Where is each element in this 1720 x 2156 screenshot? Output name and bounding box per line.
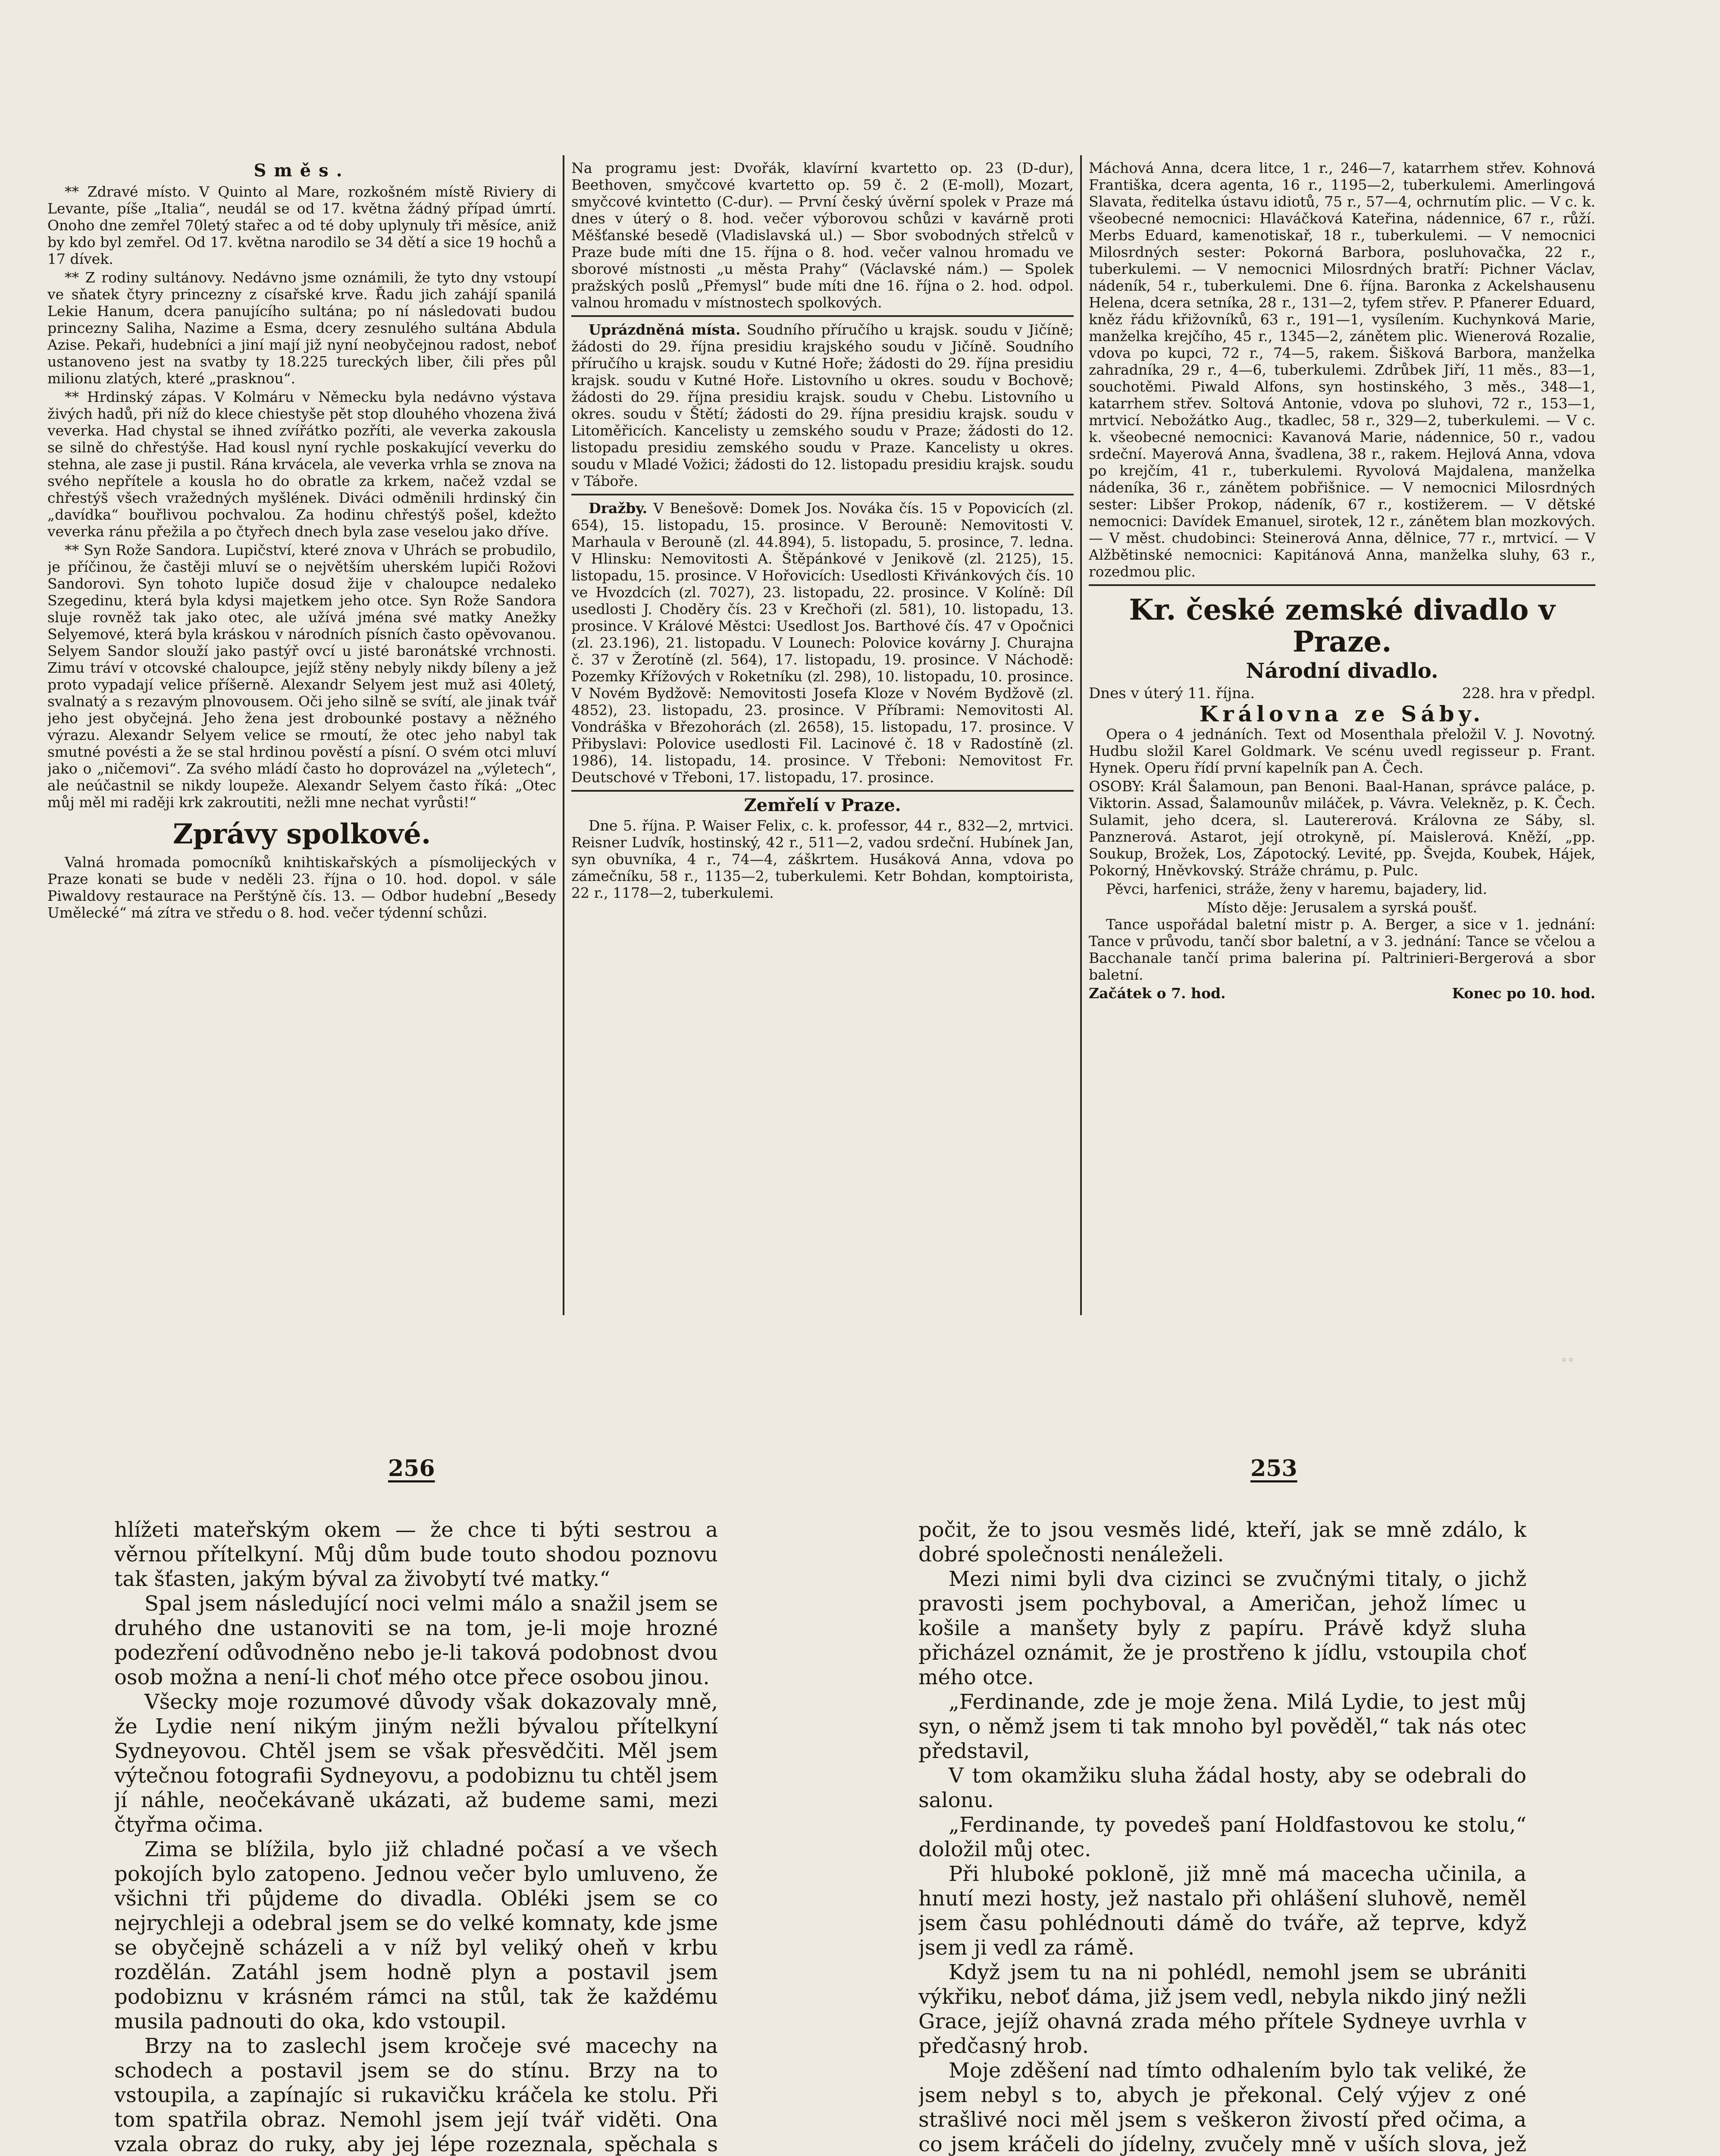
novel-paragraph: „Ferdinande, zde je moje žena. Milá Lydie, to jest můj syn, o němž jsem ti tak mnoho byl pověděl,“ tak nás otec představil,: [918, 1690, 1526, 1763]
heading-zemreli: Zemřelí v Praze.: [744, 795, 901, 815]
play-info: Opera o 4 jednáních. Text od Mosenthala přeložil V. J. Novotný. Hudbu složil Karel Goldmark. Ve scénu uvedl regisseur p. Frant. Hynek. Operu řídí první kapelník pan A. Čech.: [1089, 726, 1595, 776]
play-times: [1089, 985, 1595, 1002]
novel-page-left: [114, 1518, 718, 2156]
column-divider: [563, 155, 564, 1315]
news-item: ** Z rodiny sultánovy. Nedávno jsme oznámili, že tyto dny vstoupí ve sňatek čtyry princezny z císařské krve. Řadu jich zahájí spanilá Lekie Hanum, dcera panujícího sultána; po ní následovati budou princezny Saliha, Nazime a Esma, dcery zesnulého sultána Abdula Azise. Pekaři, hudebníci a jiní mají již nyní neobyčejnou radost, neboť ustanoveno jest na svatby ty 18.225 tureckých liber, čili přes půl milionu zlatých, které „prasknou“.: [47, 269, 556, 387]
column-divider: [1080, 155, 1082, 1315]
play-extras: Pěvci, harfenici, stráže, ženy v haremu, bajadery, lid.: [1106, 881, 1488, 897]
theatre-subtitle: Národní divadlo.: [1246, 659, 1438, 683]
novel-paragraph: Spal jsem následující noci velmi málo a snažil jsem se druhého dne ustanoviti se na tom, je-li moje hrozné podezření odůvodněno nebo je-li taková podobnost dvou osob možna a není-li choť mého otce přece osobou jinou.: [114, 1592, 718, 1689]
news-item: ** Syn Rože Sandora. Lupičství, které znova v Uhrách se probudilo, je příčinou, že častěji mluví se o největším uherském lupiči Rožovi Sandorovi. Syn tohoto lupiče dosud žije v chaloupce nedaleko Szegedinu, která byla kdysi majetkem jeho otce. Syn Rože Sandora sluje rovněž tak jako otec, ale užívá jména své matky Anežky Selyemové, která byla kráskou v národních písních často opěvovanou. Selyem Sandor slouží jako pastýř ovcí u jisté baronátské vrchnosti. Zimu tráví v otcovské chaloupce, jejíž stěny nebyly nikdy bíleny a jež proto vypadají velice příšerně. Alexandr Selyem jest muž asi 40letý, svalnatý a s rezavým plnovousem. Oči jeho silně se svítí, ale jinak tvář jeho jest obyčejná. Jeho žena jest drobounké postavy a něžného výrazu. Alexandr Selyem velice se rmoutí, že otec jeho nabyl tak smutné povésti a že se stal hrdinou pověstí a písní. O svém otci mluví jako o „ničemovi“. Za svého mládí často ho doprovázel na „výletech“, ale neúčastnil se nikdy loupeže. Alexandr Selyem často říká: „Otec můj měl mi raději krk zakroutiti, nežli mne nechat vyrůsti!“: [47, 542, 556, 811]
novel-paragraph: „Ferdinande, ty povedeš paní Holdfastovou ke stolu,“ doložil můj otec.: [918, 1813, 1526, 1861]
performance-date: Dnes v úterý 11. října.: [1089, 685, 1255, 702]
play-dances: Tance uspořádal baletní mistr p. A. Berger, a sice v 1. jednání: Tance v průvodu, tančí sbor baletní, a v 3. jednání: Tance se včelou a Bacchanale tančí prima balerina pí. Paltrinieri-Bergerová a sbor baletní.: [1089, 916, 1595, 983]
association-news-cont: Na programu jest: Dvořák, klavírní kvartetto op. 23 (D-dur), Beethoven, smyčcové kvartetto op. 59 č. 2 (E-moll), Mozart, smyčcové kvintetto (C-dur). — První český úvěrní spolek v Praze má dnes v úterý o 8. hod. večer výborovou schůzi v kavárně proti Měšťanské besedě (Vladislavská ul.) — Sbor svobodných střelců v Praze bude míti dne 15. října o 8. hod. večer valnou hromadu ve sborové místnosti „u města Prahy“ (Václavské nám.) — Spolek pražských poslů „Přemysl“ bude míti dne 16. října o 2. hod. odpol. valnou hromadu v místnostech spolkových.: [571, 160, 1074, 311]
novel-paragraph: Mezi nimi byli dva cizinci se zvučnými titaly, o jichž pravosti jsem pochyboval, a Američan, jehož límec u košile a manšety byly z papíru. Právě když sluha přicházel oznámit, že je prostřeno k jídlu, vstoupila choť mého otce.: [918, 1567, 1526, 1689]
section-title-smes: Směs.: [254, 160, 350, 181]
deaths-list: Dne 5. října. P. Waiser Felix, c. k. professor, 44 r., 832—2, mrtvici. Reisner Ludvík, hostinský, 42 r., 511—2, vadou srdeční. Hubínek Jan, syn obuvníka, 4 r., 74—4, záškrtem. Husáková Anna, vdova po zámečníku, 58 r., 1135—2, tuberkulemi. Ketr Bohdan, komptoirista, 22 r., 1178—2, tuberkulemi.: [571, 817, 1074, 901]
news-item: ** Zdravé místo. V Quinto al Mare, rozkošném místě Riviery di Levante, píše „Italia“, neudál se od 17. května žádný případ úmrtí. Onoho dne zemřel 70letý stařec a od té doby uplynuly tři měsíce, aniž by kdo byl zemřel. Od 17. května narodilo se 34 dětí a sice 19 hochů a 17 dívek.: [47, 183, 556, 267]
vacancies-label: Uprázdněná místa.: [589, 321, 741, 338]
novel-paragraph: V tom okamžiku sluha žádal hosty, aby se odebrali do salonu.: [918, 1764, 1526, 1812]
theatre-title: Kr. české zemské divadlo v Praze.: [1129, 593, 1555, 658]
column-smes: [47, 160, 556, 1315]
news-item: ** Hrdinský zápas. V Kolmáru v Německu byla nedávno výstava živých hadů, při níž do klece chiestyše pět stop dlouhého vhozena živá veverka. Had chystal se ihned zvířátko pozříti, ale veverka zakousla se silně do chřestýše. Had kousl nyní rychle poskakující veverku do stehna, ale zase ji pustil. Rána krvácela, ale veverka vrhla se znova na svého nepřítele a kousla ho do obratle za krkem, načež vzdal se chřestýš všech vražedných myšlének. Diváci odměnili hrdinský čin „davídka“ bouřlivou pochvalou. Za hodinu chřestýš pošel, kdežto veverka ránu přežila a po čtyřech dnech byla zase veselou jako dříve.: [47, 389, 556, 540]
novel-paragraph: hlížeti mateřským okem — že chce ti býti sestrou a věrnou přítelkyní. Můj dům bude touto shodou poznovu tak šťasten, jakým býval za živobytí tvé matky.“: [114, 1518, 718, 1591]
novel-paragraph: Všecky moje rozumové důvody však dokazovaly mně, že Lydie není nikým jiným nežli bývalou přítelkyní Sydneyovou. Chtěl jsem se však přesvědčiti. Měl jsem výtečnou fotografii Sydneyovu, a podobiznu tu chtěl jsem jí náhle, neočekávaně ukázati, až budeme sami, mezi čtyřma očima.: [114, 1690, 718, 1837]
page-number-right: 253: [1250, 1455, 1297, 1482]
column-deaths-theatre: [1089, 160, 1595, 1315]
heading-zpravy-spolkove: Zprávy spolkové.: [172, 818, 431, 850]
play-place: Místo děje: Jerusalem a syrská poušť.: [1207, 899, 1477, 916]
performance-info: [1089, 685, 1595, 702]
auctions-text: V Benešově: Domek Jos. Nováka čís. 15 v Popovicích (zl. 654), 15. listopadu, 15. prosince. V Berouně: Nemovitosti V. Marhaula v Berouně (zl. 44.894), 5. listopadu, 5. prosince, 7. ledna. V Hlinsku: Nemovitosti A. Štěpánkové v Jenikově (zl. 2125), 15. listopadu, 15. prosince. V Hořovicích: Usedlosti Křivánkových čís. 10 ve Hvozdcích (zl. 7027), 23. listopadu, 22. prosince. V Kolíně: Díl usedlosti J. Choděry čís. 23 v Krečhoři (zl. 581), 10. listopadu, 13. prosince. V Králové Městci: Usedlost Jos. Barthové čís. 47 v Opočnici (zl. 23.196), 21. listopadu. V Lounech: Polovice kovárny J. Churajna č. 37 v Žerotíně (zl. 564), 17. listopadu, 19. prosince. V Náchodě: Pozemky Křížových v Roketníku (zl. 298), 10. listopadu, 10. prosince. V Novém Bydžově: Nemovitosti Josefa Kloze v Novém Bydžově (zl. 4852), 23. listopadu, 23. prosince. V Příbrami: Nemovitosti Al. Vondráška v Březohorách (zl. 2658), 15. listopadu, 17. prosince. V Přibyslavi: Polovice usedlosti Fil. Lacinové č. 18 v Radostíně (zl. 1986), 14. listopadu, 14. prosince. V Třeboni: Nemovitost Fr. Deutschové v Třeboni, 17. listopadu, 17. prosince.: [571, 500, 1074, 786]
play-start: Začátek o 7. hod.: [1089, 985, 1226, 1002]
novel-paragraph: Moje zděšení nad tímto odhalením bylo tak veliké, že jsem nebyl s to, abych je překonal. Celý výjev z oné strašlivé noci měl jsem s veškeron živostí před očima, a co jsem kráčeli do jídelny, zvučely mně v uších slova, jež: [918, 2059, 1526, 2156]
section-divider: [571, 790, 1074, 792]
novel-page-right: [918, 1518, 1526, 2156]
novel-paragraph: Zima se blížila, bylo již chladné počasí a ve všech pokojích bylo zatopeno. Jednou večer bylo umluveno, že všichni tři půjdeme do divadla. Obléki jsem se co nejrychleji a odebral jsem se do velké komnaty, kde jsme se obyčejně scházeli a v níž byl veliký oheň v krbu rozdělán. Zatáhl jsem hodně plyn a postavil jsem podobiznu v krásném rámci na stůl, tak že každému musila padnouti do oka, kdo vstoupil.: [114, 1837, 718, 2034]
auctions-label: Dražby.: [589, 500, 648, 517]
performance-number: 228. hra v předpl.: [1462, 685, 1595, 702]
auctions-notice: [571, 500, 1074, 786]
play-title: Královna ze Sáby.: [1199, 701, 1485, 727]
novel-paragraph: Při hluboké poklonĕ, již mně má macecha učinila, a hnutí mezi hosty, jež nastalo při ohlášení sluhově, neměl jsem času pohlédnouti dámě do tváře, až teprve, když jsem ji vedl za rámě.: [918, 1862, 1526, 1960]
vacancies-text: Soudního příručího u krajsk. soudu v Jičíně; žádosti do 29. října presidiu krajského soudu v Jičíně. Soudního příručího u krajsk. soudu v Kutné Hoře; žádosti do 29. října presidiu krajsk. soudu v Kutné Hoře. Listovního u okres. soudu v Bochově; žádosti do 29. října presidiu krajsk. soudu v Chebu. Listovního u okres. soudu v Štětí; žádosti do 29. října presidiu krajsk. soudu v Litoměřicích. Kancelisty u zemského soudu v Praze; žádosti do 12. listopadu presidiu zemského soudu v Praze. Kancelisty u okres. soudu v Mladé Vožici; žádosti do 12. listopadu presidiu krajsk. soudu v Táboře.: [571, 321, 1074, 489]
vacancies-notice: [571, 321, 1074, 489]
column-notices: [571, 160, 1074, 1315]
section-divider: [571, 494, 1074, 495]
novel-paragraph: Když jsem tu na ni pohlédl, nemohl jsem se ubrániti výkřiku, neboť dáma, již jsem vedl, nebyla nikdo jiný nežli Grace, jejíž ohavná zrada mého přítele Sydneye uvrhla v předčasný hrob.: [918, 1960, 1526, 2058]
page-number-left: 256: [388, 1455, 435, 1482]
section-divider: [1089, 584, 1595, 586]
novel-paragraph: počit, že to jsou vesměs lidé, kteří, jak se mně zdálo, k dobré společnosti nenáleželi.: [918, 1518, 1526, 1567]
section-divider: [571, 315, 1074, 317]
play-cast: OSOBY: Král Šalamoun, pan Benoni. Baal-Hanan, správce paláce, p. Viktorin. Assad, Šalamounův miláček, p. Vávra. Velekněz, p. K. Čech. Sulamit, jeho dcera, sl. Lautererová. Královna ze Sáby, sl. Panznerová. Astarot, její otrokyně, pí. Maislerová. Kněží, „pp. Soukup, Brožek, Los, Zápotocký. Levité, pp. Švejda, Koubek, Hájek, Pokorný, Hněvkovský. Stráže chrámu, p. Pulc.: [1089, 778, 1595, 879]
novel-paragraph: Brzy na to zaslechl jsem kročeje své macechy na schodech a postavil jsem se do stínu. Brzy na to vstoupila, a zapínajíc si rukavičku kráčela ke stolu. Při tom spatřila obraz. Nemohl jsem její tvář viděti. Ona vzala obraz do ruky, aby jej lépe rozeznala, spěchala s: [114, 2034, 718, 2156]
association-news: Valná hromada pomocníků knihtiskařských a písmolijeckých v Praze konati se bude v neděli 23. října o 10. hod. dopol. v sále Piwaldovy restaurace na Perštýně čís. 13. — Odbor hudební „Besedy Umělecké“ má zítra ve středu o 8. hod. večer týdenní schůzi.: [47, 854, 556, 921]
deaths-list-cont: Máchová Anna, dcera litce, 1 r., 246—7, katarrhem střev. Kohnová Františka, dcera agenta, 16 r., 1195—2, tuberkulemi. Amerlingová Slavata, ředitelka ústavu idiotů, 75 r., 57—4, ochrnutím plic. — V c. k. všeobecné nemocnici: Hlaváčková Kateřina, nádennice, 67 r., růží. Merbs Eduard, kamenotiskař, 18 r., tuberkulemi. — V nemocnici Milosrdných sester: Pokorná Barbora, posluhovačka, 22 r., tuberkulemi. — V nemocnici Milosrdných bratří: Pichner Václav, nádeník, 54 r., tuberkulemi. Dne 6. října. Baronka z Ackelshausenu Helena, dcera setníka, 28 r., 131—2, tyfem střev. P. Pfanerer Eduard, kněz řádu křižovníků, 63 r., 191—1, vysílením. Kuchynková Marie, manželka krejčího, 45 r., 1345—2, zánětem plic. Wienerová Rozalie, vdova po kupci, 72 r., 74—5, rakem. Šišková Barbora, manželka zahradníka, 29 r., 4—6, tuberkulemi. Zdrůbek Jiří, 11 měs., 83—1, souchotěmi. Piwald Alfons, syn hostinského, 3 měs., 348—1, katarrhem střev. Soltová Antonie, vdova po sluhovi, 72 r., 153—1, mrtvicí. Nebožátko Aug., tkadlec, 58 r., 329—2, tuberkulemi. — V c. k. všeobecné nemocnici: Kavanová Marie, nádennice, 50 r., vadou srdeční. Mayerová Anna, švadlena, 38 r., rakem. Hejlová Anna, vdova po krejčím, 41 r., tuberkulemi. Ryvolová Majdalena, manželka nádeníka, 36 r., zánětem pobřišnice. — V nemocnici Milosrdných sester: Libšer Prokop, nádeník, 67 r., kostižerem. — V dětské nemocnici: Davídek Emanuel, sirotek, 12 r., zánětem blan mozkových. — V měst. chudobinci: Steinerová Anna, dělnice, 77 r., mrtvicí. — V Alžbětinské nemocnici: Kapitánová Anna, manželka sluhy, 63 r., rozedmou plic.: [1089, 160, 1595, 580]
play-end: Konec po 10. hod.: [1452, 985, 1595, 1002]
faint-stamp-mark: ◦◦: [1561, 1354, 1574, 1367]
